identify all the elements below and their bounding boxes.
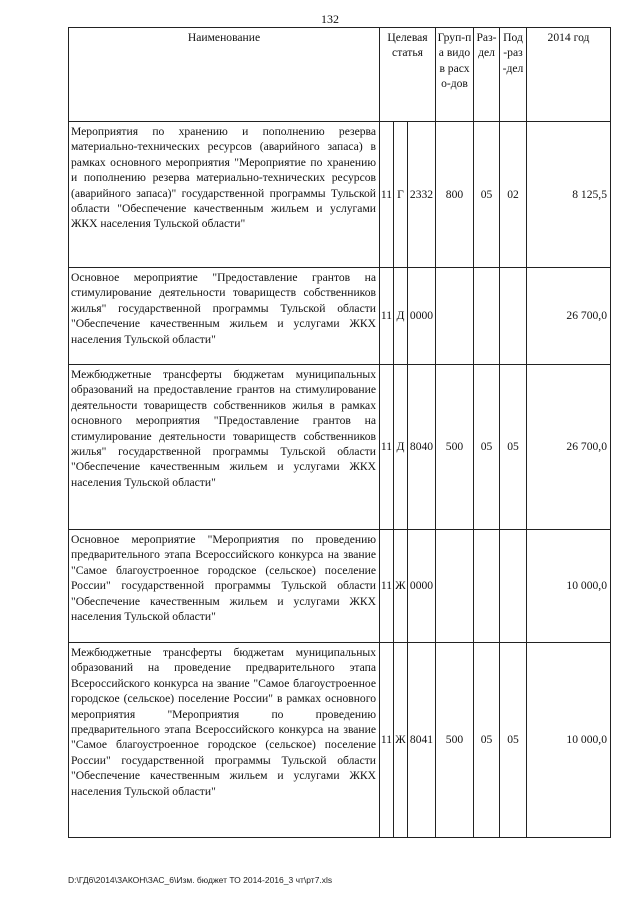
row-subsection: [500, 268, 527, 365]
row-code-item: 0000: [408, 530, 436, 643]
row-section: [474, 530, 500, 643]
row-code-subprogram: Ж: [394, 530, 408, 643]
table-row: [69, 268, 611, 365]
table-row: [69, 122, 611, 268]
row-code-program: 11: [380, 365, 394, 530]
row-code-item: 8041: [408, 643, 436, 838]
row-section: 05: [474, 365, 500, 530]
row-expense-group: 500: [436, 365, 474, 530]
row-code-subprogram: Д: [394, 365, 408, 530]
budget-table: [68, 27, 611, 838]
row-amount: 10 000,0: [527, 643, 611, 838]
row-amount: 26 700,0: [527, 268, 611, 365]
row-code-item: 0000: [408, 268, 436, 365]
header-row: [69, 28, 611, 122]
row-code-item: 8040: [408, 365, 436, 530]
row-expense-group: 500: [436, 643, 474, 838]
row-amount: 26 700,0: [527, 365, 611, 530]
row-subsection: 05: [500, 643, 527, 838]
header-year: 2014 год: [527, 28, 611, 122]
header-name: Наименование: [69, 28, 380, 122]
header-target-article: Целевая статья: [380, 28, 436, 122]
row-code-item: 2332: [408, 122, 436, 268]
row-code-program: 11: [380, 268, 394, 365]
row-code-program: 11: [380, 122, 394, 268]
row-amount: 10 000,0: [527, 530, 611, 643]
row-code-subprogram: Г: [394, 122, 408, 268]
row-name: Мероприятия по хранению и пополнению резерва материально-технических ресурсов (аварийного запаса) в рамках основного мероприятия "Мероприятие по хранению и пополнению резерва материально-технических ресурсов (аварийного запаса)" государственной программы Тульской области "Обеспечение качественным жильем и услугами ЖКХ населения Тульской области": [69, 122, 380, 268]
row-expense-group: [436, 530, 474, 643]
row-subsection: 02: [500, 122, 527, 268]
file-path-footer: D:\ГД6\2014\ЗАКОН\ЗАС_6\Изм. бюджет ТО 2014-2016_3 чт\рт7.xls: [68, 875, 333, 885]
row-name: Межбюджетные трансферты бюджетам муниципальных образований на предоставление грантов на стимулирование деятельности товариществ собственников жилья в рамках основного мероприятия "Предоставление грантов на стимулирование деятельности товариществ собственников жилья" государственной программы Тульской области "Обеспечение качественным жильем и услугами ЖКХ населения Тульской области": [69, 365, 380, 530]
header-section: Раз-дел: [474, 28, 500, 122]
row-subsection: [500, 530, 527, 643]
table-row: [69, 530, 611, 643]
row-amount: 8 125,5: [527, 122, 611, 268]
row-code-program: 11: [380, 643, 394, 838]
row-code-program: 11: [380, 530, 394, 643]
row-name: Межбюджетные трансферты бюджетам муниципальных образований на проведение предварительного этапа Всероссийского конкурса на звание "Самое благоустроенное городское (сельское) поселение России" в рамках основного мероприятия "Мероприятия по проведению предварительного этапа Всероссийского конкурса на звание "Самое благоустроенное городское (сельское) поселение России" государственной программы Тульской области "Обеспечение качественным жильем и услугами ЖКХ населения Тульской области": [69, 643, 380, 838]
page-number: 132: [321, 12, 339, 26]
header-subsection: Под-раз-дел: [500, 28, 527, 122]
row-section: [474, 268, 500, 365]
table-row: [69, 643, 611, 838]
table-row: [69, 365, 611, 530]
row-expense-group: 800: [436, 122, 474, 268]
header-expense-group: Груп-па видов расхо-дов: [436, 28, 474, 122]
row-code-subprogram: Ж: [394, 643, 408, 838]
row-name: Основное мероприятие "Предоставление грантов на стимулирование деятельности товариществ собственников жилья" государственной программы Тульской области "Обеспечение качественным жильем и услугами ЖКХ населения Тульской области": [69, 268, 380, 365]
row-name: Основное мероприятие "Мероприятия по проведению предварительного этапа Всероссийского конкурса на звание "Самое благоустроенное городское (сельское) поселение России" государственной программы Тульской области "Обеспечение качественным жильем и услугами ЖКХ населения Тульской области": [69, 530, 380, 643]
row-subsection: 05: [500, 365, 527, 530]
row-section: 05: [474, 643, 500, 838]
row-code-subprogram: Д: [394, 268, 408, 365]
row-expense-group: [436, 268, 474, 365]
row-section: 05: [474, 122, 500, 268]
